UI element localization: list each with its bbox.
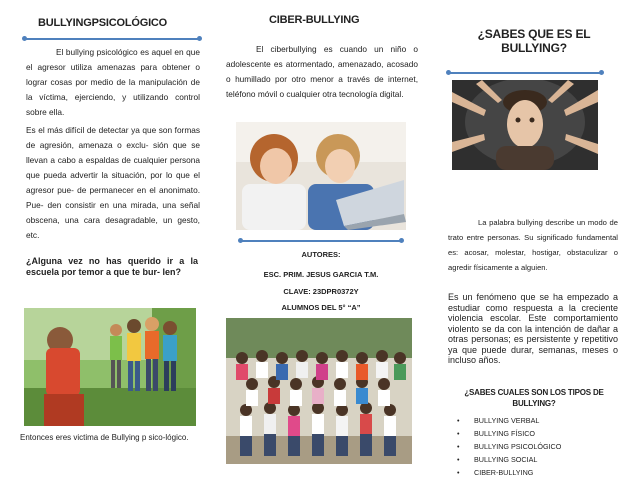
psychological-definition: El bullying psicológico es aquel en que el agresor utiliza amenazas para obtener o lograr cosas por medio de la manipulación de la víctima, ejerciendo, y utilizando control sobre ella. xyxy=(26,47,200,117)
bullet-icon: • xyxy=(457,468,460,477)
bullet-icon: • xyxy=(457,429,460,438)
bullying-types-list xyxy=(448,414,561,479)
class-group-photo xyxy=(226,318,412,464)
list-item: • BULLYING VERBAL xyxy=(457,416,540,425)
what-is-bullying-title: ¿SABES QUE ES EL BULLYING? xyxy=(477,27,591,55)
kids-laptop-photo xyxy=(236,122,406,230)
list-item: • BULLYING SOCIAL xyxy=(457,455,538,464)
bullet-icon: • xyxy=(457,416,460,425)
school-name: ESC. PRIM. JESUS GARCIA T.M. xyxy=(263,270,379,279)
cyberbullying-title: CIBER-BULLYING xyxy=(269,14,360,26)
title-divider xyxy=(24,38,200,40)
bullying-definition: La palabra bullying describe un modo de trato entre personas. Su significado fundamental es: acosar, molestar, hostigar, obstaculizar o agredir físicamente a alguien. xyxy=(448,218,618,272)
question-text: ¿Alguna vez no has querido ir a la escuela por temor a que te bur- len? xyxy=(26,256,198,277)
psychological-bullying-title: BULLYINGPSICOLÓGICO xyxy=(38,17,168,29)
types-heading: ¿SABES CUALES SON LOS TIPOS DE BULLYING? xyxy=(464,388,604,408)
bullying-phenomenon: Es un fenómeno que se ha empezado a estudiar como respuesta a la creciente violencia escolar. Este comportamiento violento se da con la intención de dañar a otras personas; es persistente y repetitivo ya que puede durar, semanas, meses o incluso años. xyxy=(448,292,618,365)
cyberbullying-definition: El ciberbullying es cuando un niño o adolescente es atormentado, amenazado, acosado o humillado por otro menor a través de internet, teléfono móvil o cualquier otra tecnología digital. xyxy=(226,44,418,99)
list-item: • BULLYING PSICOLÓGICO xyxy=(457,442,562,451)
closing-text: Entonces eres victima de Bullying p sico-lógico. xyxy=(20,433,189,442)
panel-what-is-bullying xyxy=(448,0,620,493)
school-key: CLAVE: 23DPR0372Y xyxy=(283,287,359,296)
list-item: • BULLYING FÍSICO xyxy=(457,429,535,438)
panel-cyberbullying xyxy=(222,0,420,493)
bullet-icon: • xyxy=(457,455,460,464)
list-item: • CIBER-BULLYING xyxy=(457,468,534,477)
bullet-icon: • xyxy=(457,442,460,451)
fingers-pointing-photo xyxy=(452,80,598,170)
authors-heading: AUTORES: xyxy=(301,250,341,259)
psychological-description: Es el más difícil de detectar ya que son formas de agresión, amenaza o exclu- sión que se llevan a cabo a espaldas de cualquier persona que pueda advertir la situación, por lo que el agresor pue- de permanecer en el anonimato. Pue- den consistir en una mirada, una señal obscena, una cara desagradable, un gesto, etc. xyxy=(26,125,200,240)
sad-girl-photo xyxy=(24,308,196,426)
panel-psychological-bullying xyxy=(18,0,208,493)
title-divider xyxy=(448,72,602,74)
authors-divider xyxy=(240,240,402,242)
student-group: ALUMNOS DEL 5° “A” xyxy=(281,303,361,312)
